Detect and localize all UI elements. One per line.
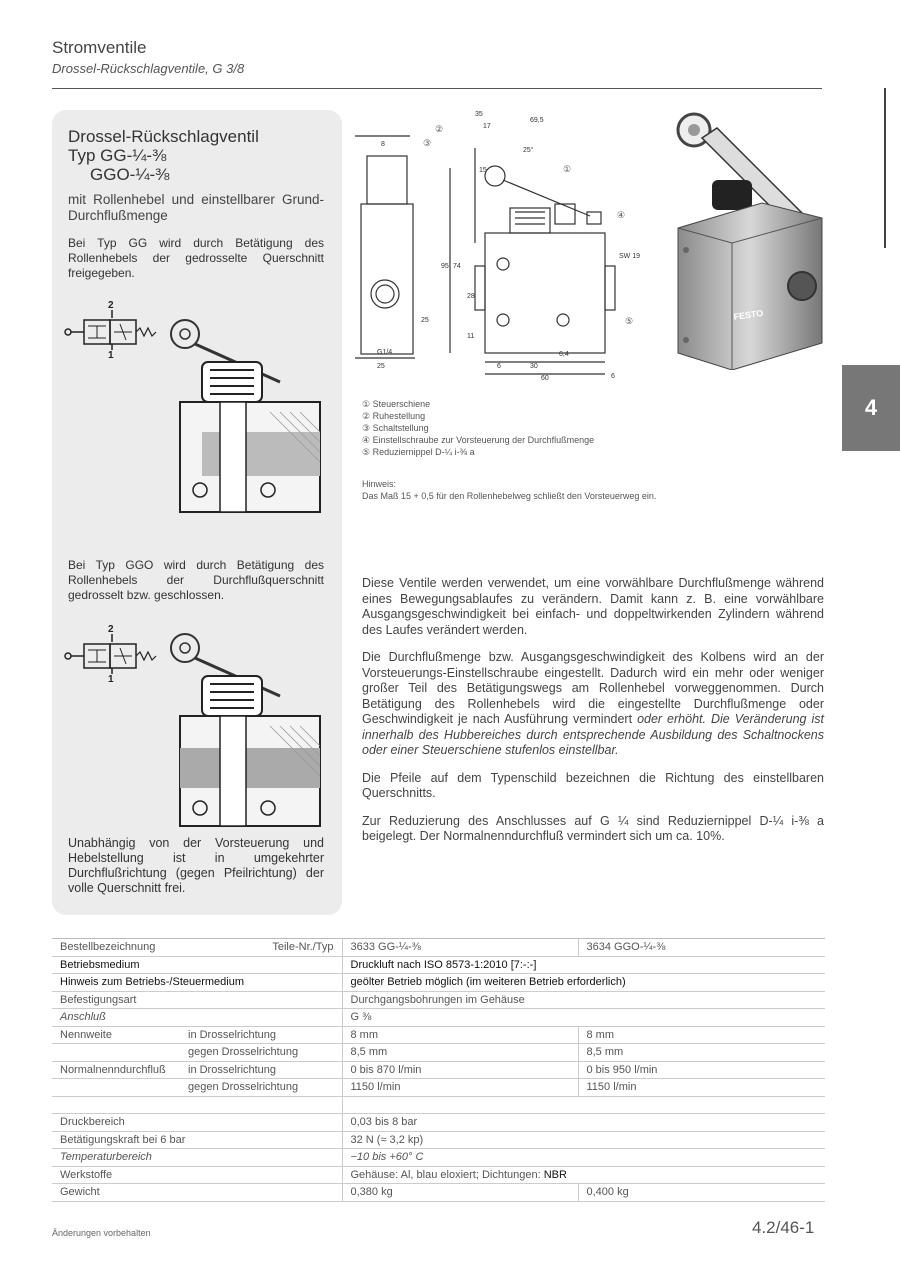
table-cell: Bestellbezeichnung Teile-Nr./Typ xyxy=(52,939,342,957)
product-title-line2: Typ GG-¼-⅜ xyxy=(68,146,167,165)
dimension-drawing xyxy=(355,108,655,398)
table-cell: geölter Betrieb möglich (im weiteren Betrieb erforderlich) xyxy=(342,974,825,992)
product-title xyxy=(68,127,259,184)
ggo-port-2: 2 xyxy=(108,624,114,635)
callout-5: ⑤ xyxy=(625,316,634,326)
section-tab: 4 xyxy=(842,365,900,451)
header-divider xyxy=(52,88,822,89)
product-description: mit Rollenhebel und einstellbarer Grund-Durchflußmenge xyxy=(68,192,324,223)
table-row xyxy=(52,1166,825,1184)
dim-6a: 6 xyxy=(497,363,501,370)
gg-port-1: 1 xyxy=(108,350,114,358)
table-row xyxy=(52,991,825,1009)
table-row-spacer xyxy=(52,1096,825,1114)
product-title-line3: GGO-¼-⅜ xyxy=(90,165,170,184)
table-cell: 3633 GG-¼-⅜ xyxy=(342,939,578,957)
product-title-line1: Drossel-Rückschlagventil xyxy=(68,127,259,146)
table-cell: 0,400 kg xyxy=(578,1184,825,1202)
table-row xyxy=(52,1114,825,1132)
ggo-port-1: 1 xyxy=(108,674,114,682)
table-cell: Normalnenndurchfluß in Drosselrichtung xyxy=(52,1061,342,1079)
dim-28: 28 xyxy=(467,293,475,300)
callout-2: ② xyxy=(435,124,444,134)
table-cell: Anschluß xyxy=(52,1009,342,1027)
body-paragraph-1: Diese Ventile werden verwendet, um eine vorwählbare Durchflußmenge während eines Bewegungsablaufes zu verändern. Damit kann z. B. eine vorwählbare Ausgangsgeschwindigkeit bei einfach- und doppeltwirkenden Zylindern während des Laufes verändert werden. xyxy=(362,576,824,637)
table-cell: Gewicht xyxy=(52,1184,342,1202)
callout-3: ③ xyxy=(423,138,432,148)
body-paragraph-4: Zur Reduzierung des Anschlusses auf G ¼ sind Reduziernippel D-¼ i-⅜ a beigelegt. Der Normalnenndurchfluß vermindert sich um ca. 10%. xyxy=(362,813,824,843)
dim-sw19: SW 19 xyxy=(619,253,641,260)
legend-item: ① Steuerschiene xyxy=(362,399,431,409)
dim-6-4: 6,4 xyxy=(559,351,569,358)
table-cell: 32 N (≈ 3,2 kp) xyxy=(342,1131,825,1149)
body-text xyxy=(362,576,824,857)
table-cell: Nennweite in Drosselrichtung xyxy=(52,1026,342,1044)
table-row xyxy=(52,1184,825,1202)
table-row xyxy=(52,1131,825,1149)
table-cell: Gehäuse: Al, blau eloxiert; Dichtungen: NBR xyxy=(342,1166,825,1184)
dim-17: 17 xyxy=(483,123,491,130)
table-cell: 8,5 mm xyxy=(578,1044,825,1062)
drawing-legend xyxy=(362,398,594,458)
body-paragraph-3: Die Pfeile auf dem Typenschild bezeichnen die Richtung des einstellbaren Querschnitts. xyxy=(362,770,824,800)
body-paragraph-2b: oder erhöht. Die Veränderung ist innerhalb des Hubbereiches durch entsprechende Ausbildung des Schaltnockens oder einer Steuerschiene stufenlos einstellbar. xyxy=(362,712,824,757)
table-cell: Druckbereich xyxy=(52,1114,342,1132)
hint-label: Hinweis: xyxy=(362,479,397,489)
table-cell: 1150 l/min xyxy=(342,1079,578,1097)
header-title: Stromventile xyxy=(52,38,147,57)
dim-25h: 25 xyxy=(377,363,385,370)
body-paragraph-2a: Die Durchflußmenge bzw. Ausgangsgeschwindigkeit des Kolbens wird an der Vorsteuerungs-Einstellschraube eingestellt. Dadurch wird ein mehr oder weniger großer Teil des Betätigungswegs am Rollenhebel vorweggenommen. Durch Betätigung des Rollenhebels wird die eingestellte Durchflußmenge oder Geschwindigkeit je nach Ausführung vermindert xyxy=(362,650,824,726)
table-cell: 3634 GGO-¼-⅜ xyxy=(578,939,825,957)
table-cell: 8 mm xyxy=(342,1026,578,1044)
ggo-circuit-symbol xyxy=(60,620,170,682)
dim-69-5: 69,5 xyxy=(530,117,544,124)
ggo-section-drawing xyxy=(160,626,330,836)
table-row xyxy=(52,939,825,957)
hint-block xyxy=(362,478,656,502)
table-row xyxy=(52,1044,825,1062)
body-paragraph-2 xyxy=(362,650,824,759)
legend-item: ③ Schaltstellung xyxy=(362,423,429,433)
table-cell: Durchgangsbohrungen im Gehäuse xyxy=(342,991,825,1009)
callout-1: ① xyxy=(563,164,572,174)
table-row xyxy=(52,974,825,992)
table-cell: Werkstoffe xyxy=(52,1166,342,1184)
table-row xyxy=(52,1079,825,1097)
ggo-note: Bei Typ GGO wird durch Betätigung des Rollenhebels der Durchflußquerschnitt gedrosselt bzw. geschlossen. xyxy=(68,558,324,602)
table-row xyxy=(52,1009,825,1027)
dim-95: 95 xyxy=(441,263,449,270)
table-cell: 1150 l/min xyxy=(578,1079,825,1097)
table-cell: Betätigungskraft bei 6 bar xyxy=(52,1131,342,1149)
callout-4: ④ xyxy=(617,210,626,220)
dim-g14: G1/4 xyxy=(377,349,393,356)
table-row xyxy=(52,1026,825,1044)
gg-circuit-symbol xyxy=(60,296,170,358)
gg-port-2: 2 xyxy=(108,300,114,311)
table-cell: 0,03 bis 8 bar xyxy=(342,1114,825,1132)
legend-item: ⑤ Reduziernippel D-¼ i-⅜ a xyxy=(362,447,475,457)
table-cell: −10 bis +60° C xyxy=(342,1149,825,1167)
dim-30: 30 xyxy=(530,363,538,370)
table-cell: gegen Drosselrichtung xyxy=(52,1044,342,1062)
footer-note: Änderungen vorbehalten xyxy=(52,1228,151,1238)
table-cell xyxy=(342,1096,825,1114)
table-cell: 0 bis 950 l/min xyxy=(578,1061,825,1079)
dim-25deg: 25° xyxy=(523,147,534,154)
table-cell xyxy=(52,1096,342,1114)
table-row xyxy=(52,956,825,974)
table-cell: Hinweis zum Betriebs-/Steuermedium xyxy=(52,974,342,992)
independent-note: Unabhängig von der Vorsteuerung und Hebelstellung ist in umgekehrter Durchflußrichtung (gegen Pfeilrichtung) der volle Querschnitt frei. xyxy=(68,836,324,895)
dim-6b: 6 xyxy=(611,373,615,380)
dim-60: 60 xyxy=(541,375,549,382)
photo-brand-label: FESTO xyxy=(732,307,764,322)
table-cell: 0,380 kg xyxy=(342,1184,578,1202)
legend-item: ④ Einstellschraube zur Vorsteuerung der Durchflußmenge xyxy=(362,435,595,445)
table-cell: Druckluft nach ISO 8573-1:2010 [7:-:-] xyxy=(342,956,825,974)
table-row xyxy=(52,1061,825,1079)
dim-11: 11 xyxy=(467,333,475,340)
table-cell: Befestigungsart xyxy=(52,991,342,1009)
table-cell: G ⅜ xyxy=(342,1009,825,1027)
header-subtitle: Drossel-Rückschlagventile, G 3/8 xyxy=(52,61,245,76)
dim-15: 15 xyxy=(479,167,487,174)
table-row xyxy=(52,1149,825,1167)
gg-note: Bei Typ GG wird durch Betätigung des Rollenhebels der gedrosselte Querschnitt freigegeben. xyxy=(68,236,324,280)
product-photo xyxy=(672,108,824,370)
dim-8: 8 xyxy=(381,141,385,148)
table-cell: Temperaturbereich xyxy=(52,1149,342,1167)
dim-74: 74 xyxy=(453,263,461,270)
dim-25v: 25 xyxy=(421,317,429,324)
table-cell: Betriebsmedium xyxy=(52,956,342,974)
gg-section-drawing xyxy=(160,312,330,522)
table-cell: gegen Drosselrichtung xyxy=(52,1079,342,1097)
table-cell: 8,5 mm xyxy=(342,1044,578,1062)
table-cell: 0 bis 870 l/min xyxy=(342,1061,578,1079)
spec-table xyxy=(52,938,825,1202)
page-number: 4.2/46-1 xyxy=(752,1218,815,1237)
table-cell: 8 mm xyxy=(578,1026,825,1044)
legend-item: ② Ruhestellung xyxy=(362,411,426,421)
dim-35: 35 xyxy=(475,111,483,118)
margin-bar xyxy=(884,88,886,248)
hint-text: Das Maß 15 + 0,5 für den Rollenhebelweg schließt den Vorsteuerweg ein. xyxy=(362,491,657,501)
